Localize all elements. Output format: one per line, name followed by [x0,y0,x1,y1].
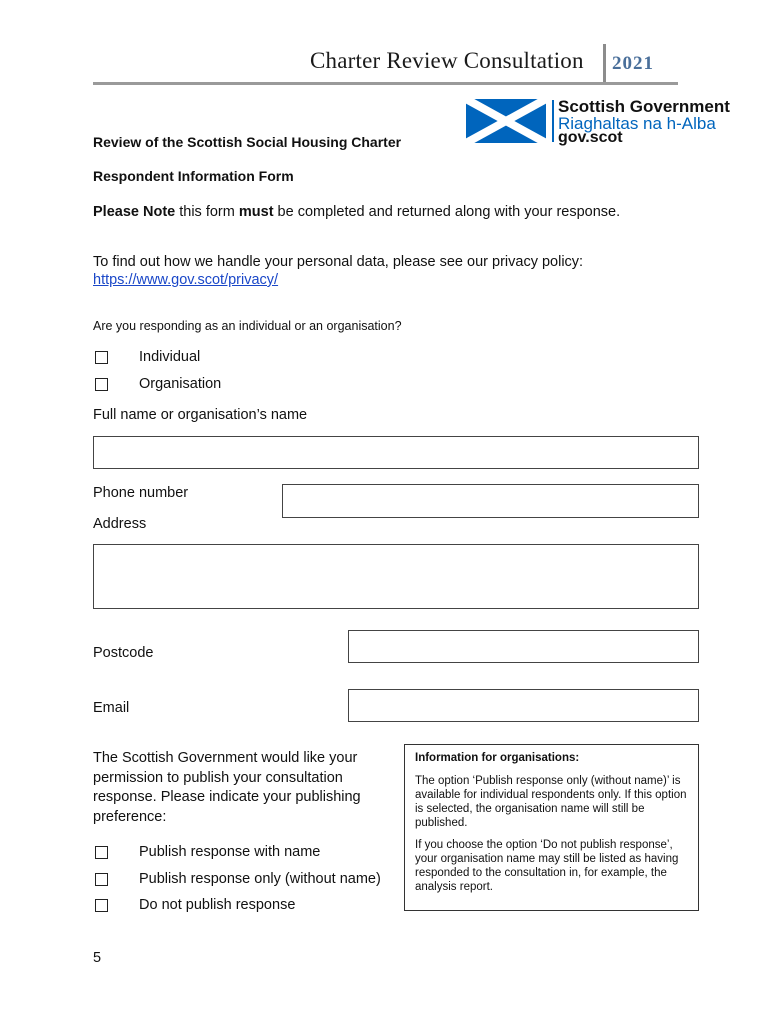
fullname-label: Full name or organisation’s name [93,407,308,423]
logo-divider [552,100,554,142]
info-box-paragraph-2: If you choose the option ‘Do not publish response’, your organisation name may still be listed as having responded to the consultation in, for example, the analysis report. [415,839,679,893]
header-separator [603,44,606,82]
note-label: Please Note [93,204,176,220]
document-header-title: Charter Review Consultation [310,48,584,73]
header-divider [93,82,678,85]
privacy-link[interactable]: https://www.gov.scot/privacy/ [93,272,279,288]
respond-question: Are you responding as an individual or an organisation? [93,319,402,333]
organisation-checkbox[interactable] [95,378,108,391]
publish-text-line: permission to publish your consultation [93,769,343,786]
note-line [93,204,620,220]
organisation-label: Organisation [139,376,222,392]
publish-text-line: preference: [93,808,167,825]
email-field[interactable] [348,689,699,722]
form-heading: Review of the Scottish Social Housing Charter [93,134,402,150]
saltire-flag-icon [466,99,546,148]
postcode-field[interactable] [348,630,699,663]
logo-domain: gov.scot [558,129,623,146]
info-box-title: Information for organisations: [415,752,580,764]
individual-checkbox[interactable] [95,351,108,364]
logo-title: Scottish Government [558,97,730,116]
publish-text-line: The Scottish Government would like your [93,750,358,766]
publish-text-line: response. Please indicate your publishing [93,789,361,805]
publish-with-name-label: Publish response with name [139,844,321,860]
publish-with-name-checkbox[interactable] [95,846,108,859]
note-must: must [238,204,274,220]
address-label: Address [93,516,147,532]
address-field[interactable] [93,544,699,609]
do-not-publish-label: Do not publish response [139,897,296,913]
form-subheading: Respondent Information Form [93,168,294,184]
phone-field[interactable] [282,484,699,518]
postcode-label: Postcode [93,645,154,661]
fullname-field[interactable] [93,436,699,469]
note-text-1: this form [175,204,239,220]
publish-permission-text [93,749,361,827]
info-box-paragraph-1: The option ‘Publish response only (without name)’ is available for individual respondents only. If this option is selected, the organisation name will still be published. [415,775,687,829]
email-label: Email [93,700,130,716]
privacy-text: To find out how we handle your personal data, please see our privacy policy: [93,254,584,270]
document-header-year: 2021 [612,53,654,74]
do-not-publish-checkbox[interactable] [95,899,108,912]
publish-without-name-label: Publish response only (without name) [139,871,381,887]
note-text-2: be completed and returned along with your response. [273,204,621,220]
publish-without-name-checkbox[interactable] [95,873,108,886]
page-number: 5 [93,950,102,966]
organisation-info-box [404,744,699,911]
individual-label: Individual [139,349,201,365]
logo-gaelic-title: Riaghaltas na h-Alba [558,114,716,133]
phone-label: Phone number [93,485,189,501]
